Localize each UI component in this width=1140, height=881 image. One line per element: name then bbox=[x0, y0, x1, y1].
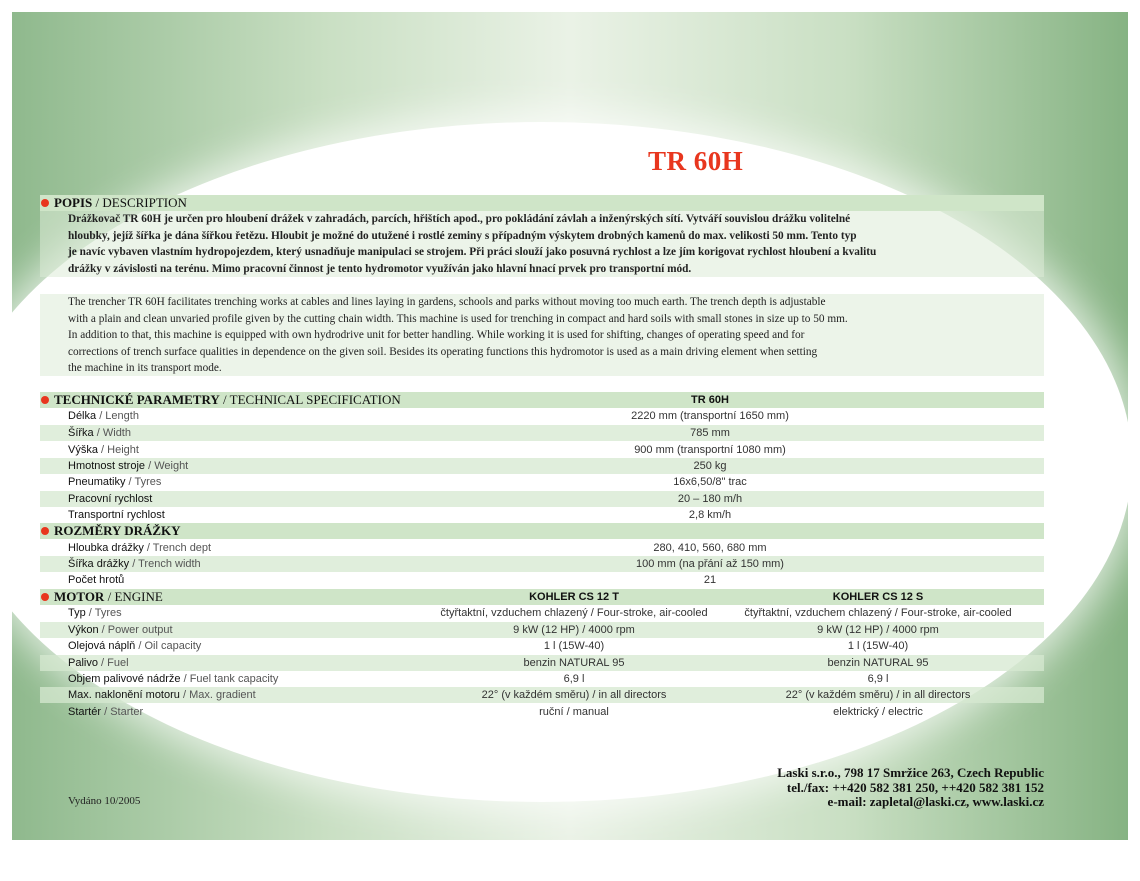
table-row bbox=[40, 442, 1044, 458]
row-label-cz: Šířka bbox=[68, 427, 94, 439]
row-value-2: čtyřtaktní, vzduchem chlazený / Four-stroke, air-cooled bbox=[744, 607, 1012, 619]
trench-header-cz: ROZMĚRY DRÁŽKY bbox=[54, 523, 181, 538]
company-address: Laski s.r.o., 798 17 Smržice 263, Czech Republic bbox=[777, 765, 1044, 780]
table-row bbox=[40, 687, 1044, 703]
description-header bbox=[40, 195, 1044, 211]
row-label-cz: Startér bbox=[68, 706, 102, 718]
en-line: corrections of trench surface qualities in dependence on the given soil. Besides its operating functions this hydromotor is used as a main driving element when setting bbox=[68, 345, 818, 358]
table-row bbox=[40, 474, 1044, 490]
cz-line: drážky v závislosti na terénu. Mimo pracovní činnost je tento hydromotor využíván jako hlavní hnací prvek pro transportní mód. bbox=[68, 262, 692, 275]
engine-header bbox=[40, 589, 1044, 605]
table-row bbox=[40, 540, 1044, 556]
table-row bbox=[40, 655, 1044, 671]
row-value: 20 – 180 m/h bbox=[677, 493, 743, 505]
table-row bbox=[40, 572, 1044, 588]
engine-column-1: KOHLER CS 12 T bbox=[529, 591, 619, 603]
row-value: 2220 mm (transportní 1650 mm) bbox=[631, 410, 789, 422]
row-label-en: / Trench dept bbox=[146, 542, 212, 554]
table-row bbox=[40, 556, 1044, 572]
row-label-cz: Výkon bbox=[68, 624, 99, 636]
en-line: The trencher TR 60H facilitates trenching works at cables and lines laying in gardens, schools and parks without moving too much earth. The trench depth is adjustable bbox=[68, 296, 826, 308]
en-line: In addition to that, this machine is equipped with own hydrodrive unit for better handling. While working it is used for shifting, changes of operating speed and for bbox=[68, 329, 805, 341]
row-label-cz: Počet hrotů bbox=[68, 574, 125, 586]
row-label-cz: Hmotnost stroje bbox=[68, 460, 146, 472]
row-value: 100 mm (na přání až 150 mm) bbox=[636, 558, 784, 570]
row-value: 280, 410, 560, 680 mm bbox=[653, 542, 767, 554]
row-label-cz: Typ bbox=[68, 607, 86, 619]
table-row bbox=[40, 671, 1044, 687]
tech-header-en: / TECHNICAL SPECIFICATION bbox=[223, 392, 401, 407]
row-value: 250 kg bbox=[693, 460, 727, 472]
row-value: 900 mm (transportní 1080 mm) bbox=[634, 444, 786, 456]
row-value-2: 1 l (15W-40) bbox=[847, 640, 909, 652]
row-label-en: / Weight bbox=[148, 460, 189, 472]
row-value-2: 22° (v každém směru) / in all directors bbox=[785, 689, 971, 701]
row-value-1: ruční / manual bbox=[539, 706, 609, 718]
engine-header-en: / ENGINE bbox=[107, 589, 163, 604]
row-label-en: / Tyres bbox=[128, 476, 162, 488]
table-row bbox=[40, 507, 1044, 523]
table-row bbox=[40, 704, 1044, 720]
row-value: 785 mm bbox=[690, 427, 730, 439]
issue-date: Vydáno 10/2005 bbox=[68, 795, 141, 807]
row-value-1: 22° (v každém směru) / in all directors bbox=[481, 689, 667, 701]
en-line: with a plain and clean unvaried profile given by the cutting chain width. This machine is used for trenching in compact and hard soils with small stones in size up to 50 mm. bbox=[68, 312, 848, 325]
description-cz bbox=[68, 211, 1040, 277]
tech-header-cz: TECHNICKÉ PARAMETRY bbox=[54, 392, 220, 407]
company-contact bbox=[777, 766, 1044, 810]
cz-line: Drážkovač TR 60H je určen pro hloubení drážek v zahradách, parcích, hřištích apod., pro pokládání závlah a inženýrských sítí. Vytváří souvislou drážku volitelné bbox=[68, 213, 851, 225]
row-label-en: / Height bbox=[101, 444, 139, 456]
row-value: 16x6,50/8" trac bbox=[673, 476, 747, 488]
row-label-en: / Power output bbox=[101, 624, 173, 636]
row-value-1: 6,9 l bbox=[563, 673, 585, 685]
row-value-1: čtyřtaktní, vzduchem chlazený / Four-stroke, air-cooled bbox=[440, 607, 708, 619]
row-label-en: / Starter bbox=[104, 706, 144, 718]
row-label-en: / Width bbox=[96, 427, 131, 439]
row-value-1: benzin NATURAL 95 bbox=[523, 657, 625, 669]
row-label-cz: Olejová náplň bbox=[68, 640, 136, 652]
company-phone: tel./fax: ++420 582 381 250, ++420 582 381 152 bbox=[786, 779, 1044, 795]
table-row bbox=[40, 408, 1044, 424]
tech-header bbox=[40, 392, 1044, 408]
description-header-en: / DESCRIPTION bbox=[95, 195, 187, 210]
table-row bbox=[40, 425, 1044, 441]
row-value-1: 1 l (15W-40) bbox=[543, 640, 605, 652]
bullet-icon bbox=[41, 527, 49, 535]
row-label-en: / Tyres bbox=[88, 607, 122, 619]
table-row bbox=[40, 622, 1044, 638]
row-label-cz: Pneumatiky bbox=[68, 476, 126, 488]
bullet-icon bbox=[41, 199, 49, 207]
table-row bbox=[40, 458, 1044, 474]
trench-header bbox=[40, 523, 1044, 539]
row-label-cz: Šířka drážky bbox=[68, 558, 130, 570]
cz-line: je navíc vybaven vlastním hydropojezdem, který usnadňuje manipulaci se strojem. Při práci slouží jako posuvná rychlost a lze jím korigovat rychlost hloubení a kvalitu bbox=[68, 246, 877, 258]
table-row bbox=[40, 638, 1044, 654]
row-label-en: / Max. gradient bbox=[182, 689, 256, 701]
row-value-2: 9 kW (12 HP) / 4000 rpm bbox=[817, 624, 939, 636]
engine-column-2: KOHLER CS 12 S bbox=[832, 591, 924, 603]
row-label-cz: Transportní rychlost bbox=[68, 509, 165, 521]
row-value: 2,8 km/h bbox=[688, 509, 732, 521]
description-header-cz: POPIS bbox=[54, 195, 93, 210]
row-label-cz: Výška bbox=[68, 444, 98, 456]
cz-line: hloubky, jejíž šířka je dána šířkou řetězu. Hloubit je možné do utužené i rostlé zeminy s případným výskytem drobných kamenů do max. velikosti 50 mm. Tento typ bbox=[68, 229, 857, 242]
row-value-1: 9 kW (12 HP) / 4000 rpm bbox=[513, 624, 635, 636]
row-label-en: / Trench width bbox=[132, 558, 201, 570]
bullet-icon bbox=[41, 396, 49, 404]
row-label-cz: Max. naklonění motoru bbox=[68, 689, 180, 701]
row-label-en: / Length bbox=[99, 410, 139, 422]
row-label-en: / Fuel tank capacity bbox=[183, 673, 279, 685]
row-label-cz: Pracovní rychlost bbox=[68, 493, 153, 505]
row-label-en: / Fuel bbox=[101, 657, 129, 669]
bullet-icon bbox=[41, 593, 49, 601]
company-email: e-mail: zapletal@laski.cz, www.laski.cz bbox=[827, 794, 1044, 809]
row-label-cz: Hloubka drážky bbox=[68, 542, 144, 554]
tech-column-label: TR 60H bbox=[691, 394, 729, 406]
table-row bbox=[40, 491, 1044, 507]
row-label-cz: Objem palivové nádrže bbox=[68, 673, 181, 685]
row-value: 21 bbox=[703, 574, 717, 586]
row-label-cz: Délka bbox=[68, 410, 97, 422]
row-value-2: benzin NATURAL 95 bbox=[827, 657, 929, 669]
description-en bbox=[68, 294, 1040, 377]
engine-header-cz: MOTOR bbox=[54, 589, 105, 604]
en-line: the machine in its transport mode. bbox=[68, 362, 222, 374]
row-value-2: 6,9 l bbox=[867, 673, 889, 685]
product-title: TR 60H bbox=[648, 146, 744, 176]
row-label-cz: Palivo bbox=[68, 657, 98, 669]
row-label-en: / Oil capacity bbox=[138, 640, 202, 652]
table-row bbox=[40, 605, 1044, 621]
row-value-2: elektrický / electric bbox=[833, 706, 923, 718]
